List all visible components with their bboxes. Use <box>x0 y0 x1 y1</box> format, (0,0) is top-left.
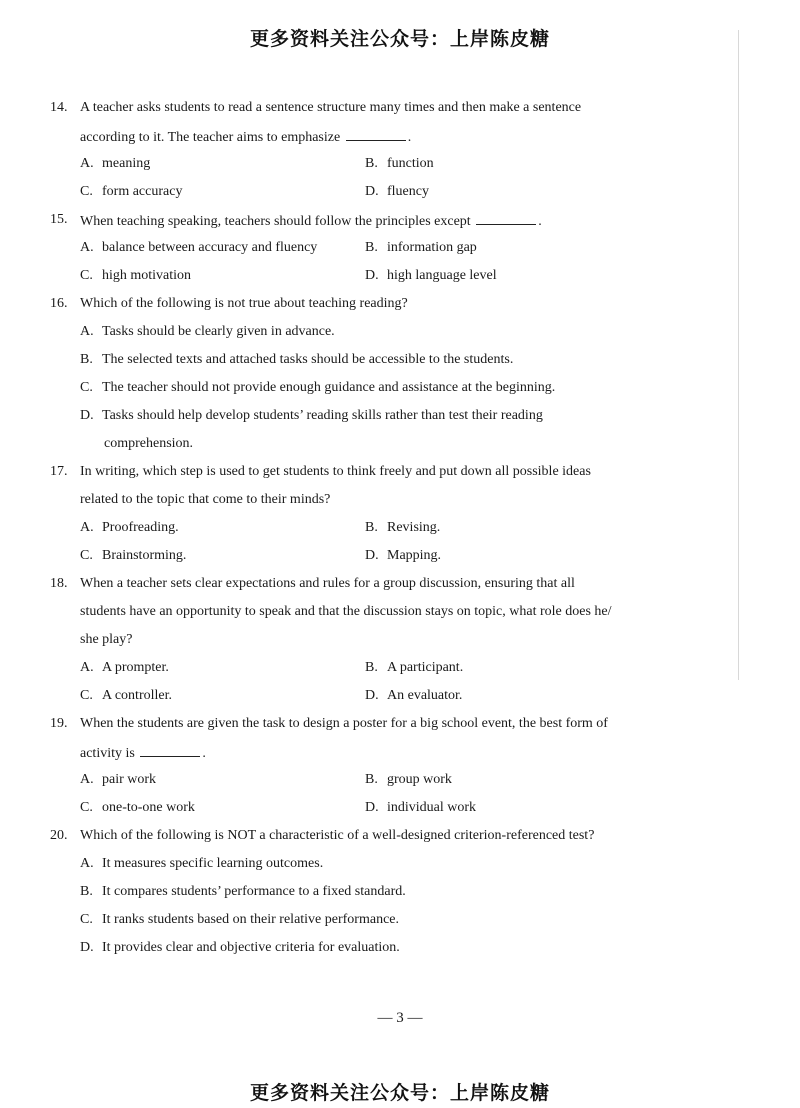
question-text-line2: students have an opportunity to speak and that the discussion stays on topic, what role does he/ <box>80 604 612 619</box>
question-text: In writing, which step is used to get students to think freely and put down all possible ideas <box>80 464 591 479</box>
question-text: A teacher asks students to read a sentence structure many times and then make a sentence <box>80 100 582 115</box>
question-number: 17. <box>50 464 68 479</box>
page-number: — 3 — <box>377 1010 423 1026</box>
answer-blank <box>476 210 536 225</box>
header-banner: 更多资料关注公众号：上岸陈皮糖 <box>249 28 550 50</box>
question-text: When the students are given the task to design a poster for a big school event, the best form of <box>80 716 608 731</box>
option-b[interactable]: B. It compares students’ performance to a fixed standard. <box>80 884 406 899</box>
option-b[interactable]: B. The selected texts and attached tasks should be accessible to the students. <box>80 352 514 367</box>
option-b[interactable]: B. group work <box>365 772 452 787</box>
option-a[interactable]: A. Tasks should be clearly given in advance. <box>80 324 335 339</box>
option-c[interactable]: C. form accuracy <box>80 184 183 199</box>
question-number: 20. <box>50 828 68 843</box>
option-d[interactable]: D. high language level <box>365 268 497 283</box>
question-text-line3: she play? <box>80 632 133 647</box>
question-text: When teaching speaking, teachers should follow the principles except . <box>80 210 542 232</box>
option-a[interactable]: A. pair work <box>80 772 157 787</box>
answer-blank <box>346 126 406 141</box>
question-text-line2: related to the topic that come to their minds? <box>80 492 331 507</box>
option-c[interactable]: C. The teacher should not provide enough guidance and assistance at the beginning. <box>80 380 556 395</box>
option-d[interactable]: D. It provides clear and objective criteria for evaluation. <box>80 940 400 955</box>
question-text: Which of the following is NOT a characteristic of a well-designed criterion-referenced test? <box>80 828 595 843</box>
option-a[interactable]: A. A prompter. <box>80 660 169 675</box>
option-c[interactable]: C. It ranks students based on their relative performance. <box>80 912 400 927</box>
question-number: 14. <box>50 100 68 115</box>
answer-blank <box>140 742 200 757</box>
question-number: 16. <box>50 296 68 311</box>
option-b[interactable]: B. Revising. <box>365 520 441 535</box>
option-a[interactable]: A. Proofreading. <box>80 520 179 535</box>
question-text-line2: according to it. The teacher aims to emphasize . <box>80 126 411 148</box>
option-c[interactable]: C. A controller. <box>80 688 172 703</box>
question-number: 19. <box>50 716 68 731</box>
question-number: 15. <box>50 212 68 227</box>
option-c[interactable]: C. Brainstorming. <box>80 548 187 563</box>
option-d[interactable]: D. fluency <box>365 184 429 199</box>
option-c[interactable]: C. high motivation <box>80 268 192 283</box>
footer-banner: 更多资料关注公众号：上岸陈皮糖 <box>249 1082 550 1104</box>
option-b[interactable]: B. A participant. <box>365 660 464 675</box>
option-b[interactable]: B. information gap <box>365 240 477 255</box>
question-text-line2: activity is . <box>80 742 206 764</box>
option-d[interactable]: D. Tasks should help develop students’ reading skills rather than test their reading <box>80 408 543 423</box>
question-number: 18. <box>50 576 68 591</box>
option-c[interactable]: C. one-to-one work <box>80 800 195 815</box>
question-text: When a teacher sets clear expectations and rules for a group discussion, ensuring that all <box>80 576 575 591</box>
option-b[interactable]: B. function <box>365 156 434 171</box>
option-a[interactable]: A. It measures specific learning outcomes. <box>80 856 324 871</box>
option-d[interactable]: D. An evaluator. <box>365 688 463 703</box>
question-text: Which of the following is not true about teaching reading? <box>80 296 408 311</box>
option-a[interactable]: A. meaning <box>80 156 151 171</box>
option-a[interactable]: A. balance between accuracy and fluency <box>80 240 318 255</box>
option-d[interactable]: D. Mapping. <box>365 548 442 563</box>
margin-line <box>738 30 739 680</box>
option-d-continued: comprehension. <box>104 436 194 451</box>
option-d[interactable]: D. individual work <box>365 800 477 815</box>
